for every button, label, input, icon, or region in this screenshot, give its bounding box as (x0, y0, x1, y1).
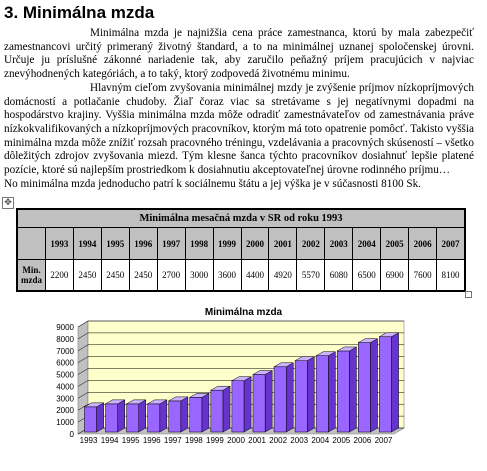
table-caption: Minimálna mesačná mzda v SR od roku 1993 (18, 210, 465, 228)
wage-value-cell: 5570 (297, 260, 325, 291)
wage-value-cell: 2450 (101, 260, 129, 291)
year-cell: 2004 (353, 228, 381, 260)
bar-side (265, 371, 272, 432)
year-cell: 2002 (297, 228, 325, 260)
year-cell: 1997 (157, 228, 185, 260)
bar-front (169, 401, 181, 432)
wage-value-cell: 6900 (381, 260, 409, 291)
table-corner-cell (18, 228, 46, 260)
chart-bar (232, 377, 251, 432)
x-tick-label: 1995 (121, 436, 140, 445)
x-tick-label: 2001 (248, 436, 266, 445)
x-tick-label: 2006 (353, 436, 372, 445)
bar-side (371, 339, 378, 432)
x-tick-label: 1998 (184, 436, 203, 445)
chart-title: Minimálna mzda (204, 307, 283, 318)
bar-side (307, 357, 314, 432)
wage-value-cell: 3000 (185, 260, 213, 291)
chart-bar (127, 400, 146, 432)
bar-front (84, 407, 96, 432)
x-tick-label: 1996 (142, 436, 161, 445)
year-cell: 1996 (129, 228, 157, 260)
y-tick-label: 7000 (56, 346, 74, 356)
year-cell: 2006 (409, 228, 437, 260)
bar-front (190, 397, 202, 432)
year-cell: 1994 (73, 228, 101, 260)
year-cell: 1999 (213, 228, 241, 260)
year-cell: 2001 (269, 228, 297, 260)
wage-value-cell: 6080 (325, 260, 353, 291)
row-label-cell: Min. mzda (18, 260, 46, 291)
chart-bar (337, 347, 356, 432)
bar-side (139, 400, 146, 432)
bar-side (286, 363, 293, 432)
chart-bar (190, 393, 209, 432)
year-cell: 2000 (241, 228, 269, 260)
wage-value-cell: 2450 (129, 260, 157, 291)
y-tick-label: 1000 (56, 418, 74, 428)
paragraph-definition: Minimálna mzda je najnižšia cena práce zamestnanca, ktorú by mala zabezpečiť zamestnancovi určitý primeraný životný štandard, a to na minimálnej uznanej spoločenskej úrovni. Určuje ju príslušné zákonné nariadenie tak, aby zaručilo peňažný príjem pracujúcich v najviac znevýhodnených kategóriách, a to taký, ktorý zodpovedá životnému minimu. (4, 27, 474, 81)
x-tick-label: 2005 (332, 436, 351, 445)
year-cell: 2007 (437, 228, 465, 260)
bar-front (337, 351, 349, 432)
wage-value-cell: 7600 (409, 260, 437, 291)
bar-side (97, 403, 104, 432)
y-tick-label: 4000 (56, 382, 74, 392)
value-row (18, 260, 465, 291)
bar-side (202, 393, 209, 432)
table-resize-handle[interactable] (465, 291, 472, 298)
chart-bar (105, 400, 124, 432)
wage-value-cell: 4400 (241, 260, 269, 291)
bar-front (148, 404, 160, 432)
year-cell: 1995 (101, 228, 129, 260)
bar-side (181, 397, 188, 432)
x-tick-label: 1999 (206, 436, 224, 445)
chart-bar (84, 403, 103, 432)
bar-front (232, 381, 244, 432)
wage-value-cell: 8100 (437, 260, 465, 291)
wage-table (17, 209, 465, 291)
chart-bar (379, 333, 398, 432)
wage-value-cell: 2700 (157, 260, 185, 291)
x-tick-label: 2000 (227, 436, 245, 445)
bar-side (392, 333, 399, 432)
bar-front (274, 367, 286, 432)
bar-side (328, 352, 335, 432)
bar-front (211, 390, 223, 432)
chart-bar (358, 339, 377, 432)
year-cell: 2005 (381, 228, 409, 260)
bar-front (358, 343, 370, 432)
x-axis-tick-labels (80, 436, 393, 445)
table-move-handle-icon[interactable]: ✥ (2, 197, 14, 209)
y-tick-label: 8000 (56, 334, 74, 344)
paragraph-conclusion: No minimálna mzda jednoducho patrí k sociálnemu štátu a jej výška je v súčasnosti 8100 Sk. (4, 177, 421, 190)
x-tick-label: 2004 (311, 436, 330, 445)
chart-bar (253, 371, 272, 432)
bar-front (316, 356, 328, 432)
y-tick-label: 5000 (56, 370, 74, 380)
bar-side (118, 400, 125, 432)
bar-side (349, 347, 356, 432)
x-tick-label: 2007 (374, 436, 393, 445)
chart-bar (274, 363, 293, 432)
chart-bar (316, 352, 335, 432)
y-tick-label: 3000 (56, 394, 74, 404)
x-tick-label: 1994 (100, 436, 119, 445)
wage-value-cell: 3600 (213, 260, 241, 291)
year-cell: 2003 (325, 228, 353, 260)
wage-value-cell: 4920 (269, 260, 297, 291)
y-tick-label: 6000 (56, 358, 74, 368)
wage-value-cell: 2200 (45, 260, 73, 291)
chart-bar (169, 397, 188, 432)
y-tick-label: 9000 (56, 323, 74, 332)
bar-front (127, 404, 139, 432)
y-axis-tick-labels (56, 323, 74, 439)
y-tick-label: 0 (69, 430, 74, 439)
minimum-wage-chart (0, 320, 487, 471)
bar-side (160, 400, 167, 432)
year-cell: 1993 (45, 228, 73, 260)
x-tick-label: 2002 (269, 436, 288, 445)
bar-side (244, 377, 251, 432)
bar-front (379, 337, 391, 432)
bar-side (223, 386, 230, 432)
paragraph-effects: Hlavným cieľom zvyšovania minimálnej mzdy je zvýšenie príjmov nízkopríjmových domácností a potlačanie chudoby. Žiaľ čoraz viac sa stretávame s jej negatívnymi dopadmi na hospodárstvo krajiny. Vyššia minimálna mzda môže odradiť zamestnávateľov od zamestnávania práve nízkokvalifikovaných a nízkopríjmových pracovníkov, ktorým má toto opatrenie pomôcť. Takisto vyššia minimálna mzda môže znížiť rozsah pracovného tréningu, vzdelávania a pracovných skúseností – všetko dôležitých zdrojov zvyšovania miezd. Tým klesne šanca týchto pracovníkov dosiahnuť lepšie platené pozície, ktoré sú najlepším prostriedkom k dosiahnutiu akceptovateľnej úrovne rodinného príjmu… (4, 81, 474, 177)
chart-bar (148, 400, 167, 432)
chart-bar (295, 357, 314, 432)
x-tick-label: 1993 (79, 436, 98, 445)
y-tick-label: 2000 (56, 406, 74, 416)
section-heading: 3. Minimálna mzda (4, 3, 155, 22)
x-tick-label: 2003 (290, 436, 309, 445)
body-text (4, 27, 474, 191)
wage-table-container (16, 208, 466, 292)
wage-value-cell: 6500 (353, 260, 381, 291)
bar-front (253, 375, 265, 432)
year-cell: 1998 (185, 228, 213, 260)
year-header-row (18, 228, 465, 260)
wage-value-cell: 2450 (73, 260, 101, 291)
chart-bar (211, 386, 230, 432)
bar-front (105, 404, 117, 432)
x-tick-label: 1997 (163, 436, 182, 445)
bar-front (295, 361, 307, 432)
